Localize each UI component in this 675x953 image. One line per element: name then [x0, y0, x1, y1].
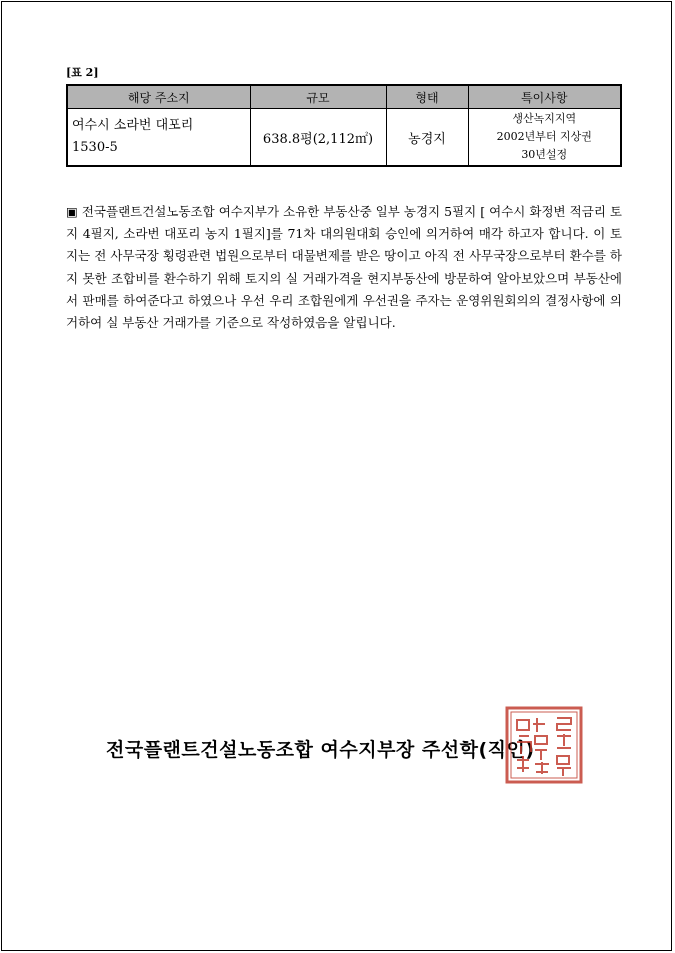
- notes-line-2: 2002년부터 지상권: [496, 130, 592, 143]
- header-address: 해당 주소지: [67, 85, 250, 109]
- cell-size: 638.8평(2,112㎡): [250, 109, 386, 167]
- seal-glyphs: [517, 718, 571, 776]
- address-line-2: 1530-5: [72, 140, 118, 155]
- official-seal-stamp: [505, 706, 583, 784]
- notes-line-3: 30년설정: [521, 148, 568, 161]
- cell-type: 농경지: [386, 109, 468, 167]
- header-notes: 특이사항: [468, 85, 621, 109]
- header-size: 규모: [250, 85, 386, 109]
- table-header-row: [67, 85, 621, 109]
- table-label: [표 2]: [66, 66, 99, 79]
- property-table: [66, 84, 622, 167]
- table-row: [67, 109, 621, 167]
- address-line-1: 여수시 소라번 대포리: [72, 118, 194, 133]
- signature-line: 전국플랜트건설노동조합 여수지부장 주선학(직인): [106, 739, 535, 761]
- body-paragraph: ▣ 전국플랜트건설노동조합 여수지부가 소유한 부동산중 일부 농경지 5필지 [ 여수시 화정변 적금리 토지 4필지, 소라번 대포리 농지 1필지]를 71차 대의원대회 승인에 의거하여 매각 하고자 합니다. 이 토지는 전 사무국장 횡령관련 법원으로부터 대물변제를 받은 땅이고 아직 전 사무국장으로부터 환수를 하지 못한 조합비를 환수하기 위해 토지의 실 거래가격을 현지부동산에 방문하여 알아보았으며 부동산에서 판매를 하여준다고 하였으나 우선 우리 조합원에게 우선권을 주자는 운영위원회의의 결정사항에 의거하여 실 부동산 거래가를 기준으로 작성하였음을 알립니다.: [66, 204, 622, 331]
- notes-line-1: 생산녹지지역: [512, 112, 577, 125]
- cell-address: [67, 109, 250, 167]
- cell-notes: [468, 109, 621, 167]
- header-type: 형태: [386, 85, 468, 109]
- document-page: [1, 1, 672, 951]
